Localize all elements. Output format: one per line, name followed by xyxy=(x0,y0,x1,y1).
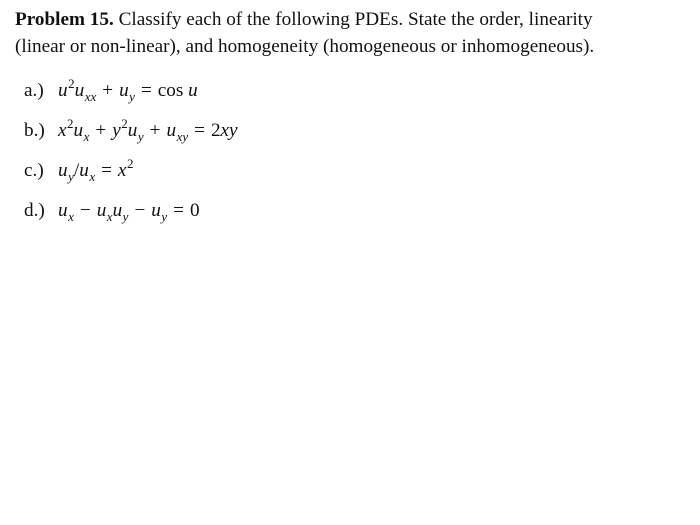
math-var: u xyxy=(188,80,198,101)
math-number: 2 xyxy=(210,120,221,141)
math-var: u xyxy=(58,200,68,221)
math-operator: + xyxy=(149,120,161,141)
math-equals: = xyxy=(101,160,112,181)
problem-statement xyxy=(15,6,695,60)
math-subscript: x xyxy=(68,209,74,224)
problem-heading: Problem 15. xyxy=(15,9,114,30)
math-var: xy xyxy=(220,120,238,141)
math-var: u xyxy=(74,80,85,101)
equation xyxy=(58,197,200,226)
equation-item-c xyxy=(24,157,133,185)
math-subscript: x xyxy=(89,169,96,184)
math-equals: = xyxy=(173,200,184,221)
math-var: u xyxy=(166,120,177,141)
math-var: u xyxy=(58,80,68,101)
math-var: u xyxy=(58,160,68,181)
math-subscript: x xyxy=(83,129,90,144)
equation xyxy=(58,77,198,106)
math-subscript: xx xyxy=(84,89,97,104)
math-number: 0 xyxy=(189,200,200,221)
equation xyxy=(58,117,238,146)
equation-item-a xyxy=(24,77,198,105)
math-var: u xyxy=(119,80,129,101)
math-superscript: 2 xyxy=(67,116,74,131)
math-var: u xyxy=(112,200,123,221)
item-label: d.) xyxy=(24,200,45,221)
equation-item-b xyxy=(24,117,238,145)
item-label: c.) xyxy=(24,160,44,181)
item-label: b.) xyxy=(24,120,45,141)
math-subscript: y xyxy=(161,209,168,224)
math-operator: / xyxy=(73,160,80,181)
math-superscript: 2 xyxy=(68,76,75,91)
statement-line-1 xyxy=(15,6,695,33)
equation-item-d xyxy=(24,197,200,225)
math-superscript: 2 xyxy=(121,116,128,131)
item-label: a.) xyxy=(24,80,44,101)
math-operator: − xyxy=(79,200,91,221)
math-operator: + xyxy=(102,80,114,101)
statement-text-1: Classify each of the following PDEs. State the order, linearity xyxy=(113,9,593,30)
math-subscript: y xyxy=(68,169,74,184)
math-superscript: 2 xyxy=(126,156,134,171)
math-var: u xyxy=(151,200,161,221)
math-function: cos xyxy=(157,80,184,101)
math-subscript: xy xyxy=(176,129,189,144)
math-var: x xyxy=(117,160,127,181)
math-equals: = xyxy=(140,80,152,101)
math-var: u xyxy=(96,200,107,221)
math-subscript: y xyxy=(122,209,129,224)
math-var: y xyxy=(112,120,121,141)
math-var: x xyxy=(58,120,67,141)
math-operator: − xyxy=(134,200,146,221)
math-subscript: y xyxy=(137,129,144,144)
math-subscript: y xyxy=(129,89,135,104)
statement-line-2: (linear or non-linear), and homogeneity (homogeneous or inhomogeneous). xyxy=(15,36,595,57)
math-subscript: x xyxy=(106,209,113,224)
math-var: u xyxy=(73,120,84,141)
equation xyxy=(58,157,133,186)
math-equals: = xyxy=(194,120,205,141)
math-var: u xyxy=(127,120,138,141)
math-var: u xyxy=(79,160,89,181)
math-operator: + xyxy=(95,120,107,141)
